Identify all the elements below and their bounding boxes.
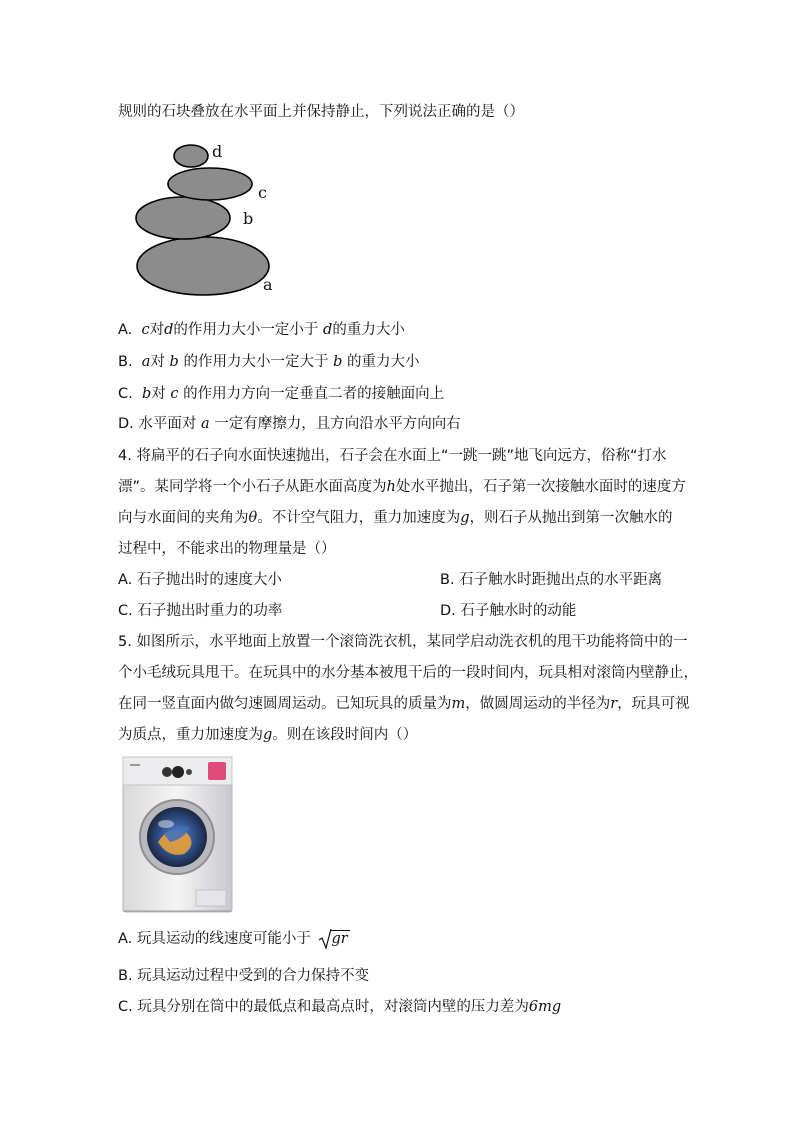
stone-c	[168, 168, 252, 200]
q4-option-d: D. 石子触水时的动能	[440, 603, 577, 619]
q3-option-a: A. c对d的作用力大小一定小于 d的重力大小	[118, 322, 405, 338]
stone-b	[136, 197, 230, 239]
q4-line-1: 4. 将扁平的石子向水面快速抛出，石子会在水面上“一跳一跳”地飞向远方，俗称“打水	[118, 448, 667, 464]
q3-option-c: C. b对 c 的作用力方向一定垂直二者的接触面向上	[118, 386, 445, 402]
q5-option-a: A. 玩具运动的线速度可能小于 gr	[118, 931, 348, 947]
q3-option-b: B. a对 b 的作用力大小一定大于 b 的重力大小	[118, 354, 420, 370]
question-intro: 规则的石块叠放在水平面上并保持静止，下列说法正确的是（）	[118, 104, 524, 120]
q5-line-4: 为质点，重力加速度为g。则在该段时间内（）	[118, 727, 418, 743]
sqrt-expression: gr	[318, 929, 350, 949]
q4-line-4: 过程中，不能求出的物理量是（）	[118, 541, 336, 557]
q4-option-b: B. 石子触水时距抛出点的水平距离	[440, 572, 663, 588]
q4-option-c: C. 石子抛出时重力的功率	[118, 603, 283, 619]
q5-option-b: B. 玩具运动过程中受到的合力保持不变	[118, 968, 370, 984]
washing-machine-image	[120, 754, 235, 914]
label-d: d	[212, 142, 223, 161]
stone-d	[174, 145, 208, 167]
label-b: b	[243, 209, 254, 228]
stacked-stones-figure	[130, 140, 280, 300]
stone-a	[137, 237, 269, 295]
label-a: a	[263, 275, 273, 294]
q4-option-a: A. 石子抛出时的速度大小	[118, 572, 282, 588]
q4-line-3: 向与水面间的夹角为θ。不计空气阻力，重力加速度为g，则石子从抛出到第一次触水的	[118, 510, 673, 526]
q5-line-1: 5. 如图所示，水平地面上放置一个滚筒洗衣机，某同学启动洗衣机的甩干功能将筒中的一	[118, 634, 688, 650]
label-c: c	[258, 183, 267, 202]
q5-line-3: 在同一竖直面内做匀速圆周运动。已知玩具的质量为m，做圆周运动的半径为r，玩具可视	[118, 696, 690, 712]
q5-line-2: 个小毛绒玩具甩干。在玩具中的水分基本被甩干后的一段时间内，玩具相对滚筒内壁静止，	[118, 665, 698, 681]
q3-option-d: D. 水平面对 a 一定有摩擦力，且方向沿水平方向向右	[118, 416, 461, 432]
q5-option-c: C. 玩具分别在筒中的最低点和最高点时，对滚筒内壁的压力差为6mg	[118, 999, 562, 1015]
q4-line-2: 漂”。某同学将一个小石子从距水面高度为h处水平抛出，石子第一次接触水面时的速度方	[118, 479, 686, 495]
